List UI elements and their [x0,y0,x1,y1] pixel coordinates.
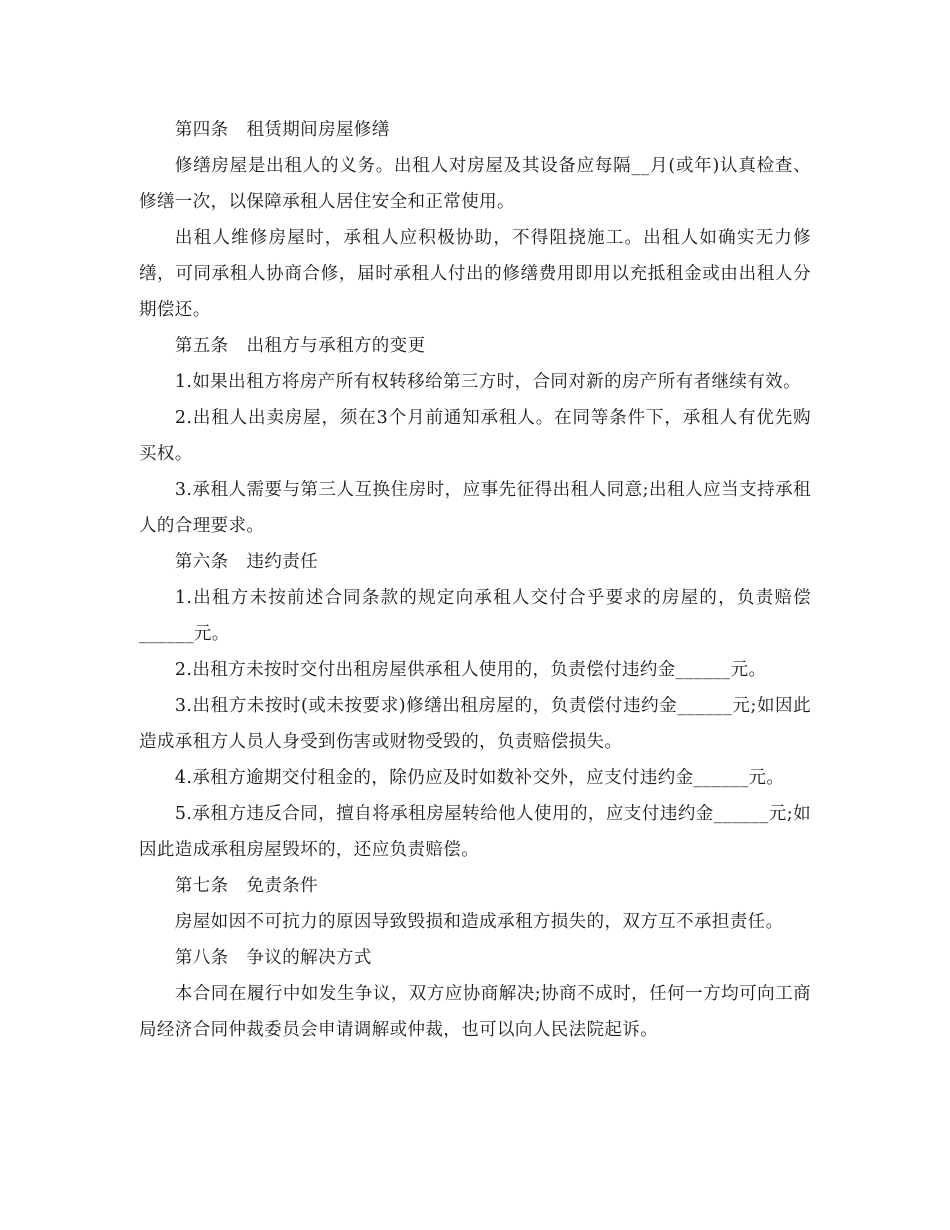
article-4-paragraph-2: 出租人维修房屋时，承租人应积极协助，不得阻挠施工。出租人如确实无力修缮，可同承租人协商合修，届时承租人付出的修缮费用即用以充抵租金或由出租人分期偿还。 [139,228,811,320]
article-8-heading: 第八条 争议的解决方式 [174,948,372,968]
article-6-item-5: 5.承租方违反合同，擅自将承租房屋转给他人使用的，应支付违约金______元;如因此造成承租房屋毁坏的，还应负责赔偿。 [139,804,811,860]
article-4-heading: 第四条 租赁期间房屋修缮 [174,120,390,140]
article-5-item-1: 1.如果出租方将房产所有权转移给第三方时，合同对新的房产所有者继续有效。 [174,372,801,392]
document-body [139,112,811,1048]
article-4-paragraph-1: 修缮房屋是出租人的义务。出租人对房屋及其设备应每隔__月(或年)认真检查、修缮一次，以保障承租人居住安全和正常使用。 [139,156,811,212]
article-7-paragraph: 房屋如因不可抗力的原因导致毁损和造成承租方损失的，双方互不承担责任。 [174,912,784,932]
article-6-heading: 第六条 违约责任 [174,552,319,572]
article-6-item-3: 3.出租方未按时(或未按要求)修缮出租房屋的，负责偿付违约金______元;如因此造成承租方人员人身受到伤害或财物受毁的，负责赔偿损失。 [139,696,811,752]
article-7-heading: 第七条 免责条件 [174,876,319,896]
article-5-item-2: 2.出租人出卖房屋，须在3个月前通知承租人。在同等条件下，承租人有优先购买权。 [139,408,811,464]
article-6-item-2: 2.出租方未按时交付出租房屋供承租人使用的，负责偿付违约金______元。 [174,660,767,680]
article-5-item-3: 3.承租人需要与第三人互换住房时，应事先征得出租人同意;出租人应当支持承租人的合理要求。 [139,480,811,536]
article-5-heading: 第五条 出租方与承租方的变更 [174,336,426,356]
article-6-item-4: 4.承租方逾期交付租金的，除仍应及时如数补交外，应支付违约金______元。 [174,768,785,788]
article-8-paragraph: 本合同在履行中如发生争议，双方应协商解决;协商不成时，任何一方均可向工商局经济合同仲裁委员会申请调解或仲裁，也可以向人民法院起诉。 [139,984,811,1040]
article-6-item-1: 1.出租方未按前述合同条款的规定向承租人交付合乎要求的房屋的，负责赔偿______元。 [139,588,811,644]
